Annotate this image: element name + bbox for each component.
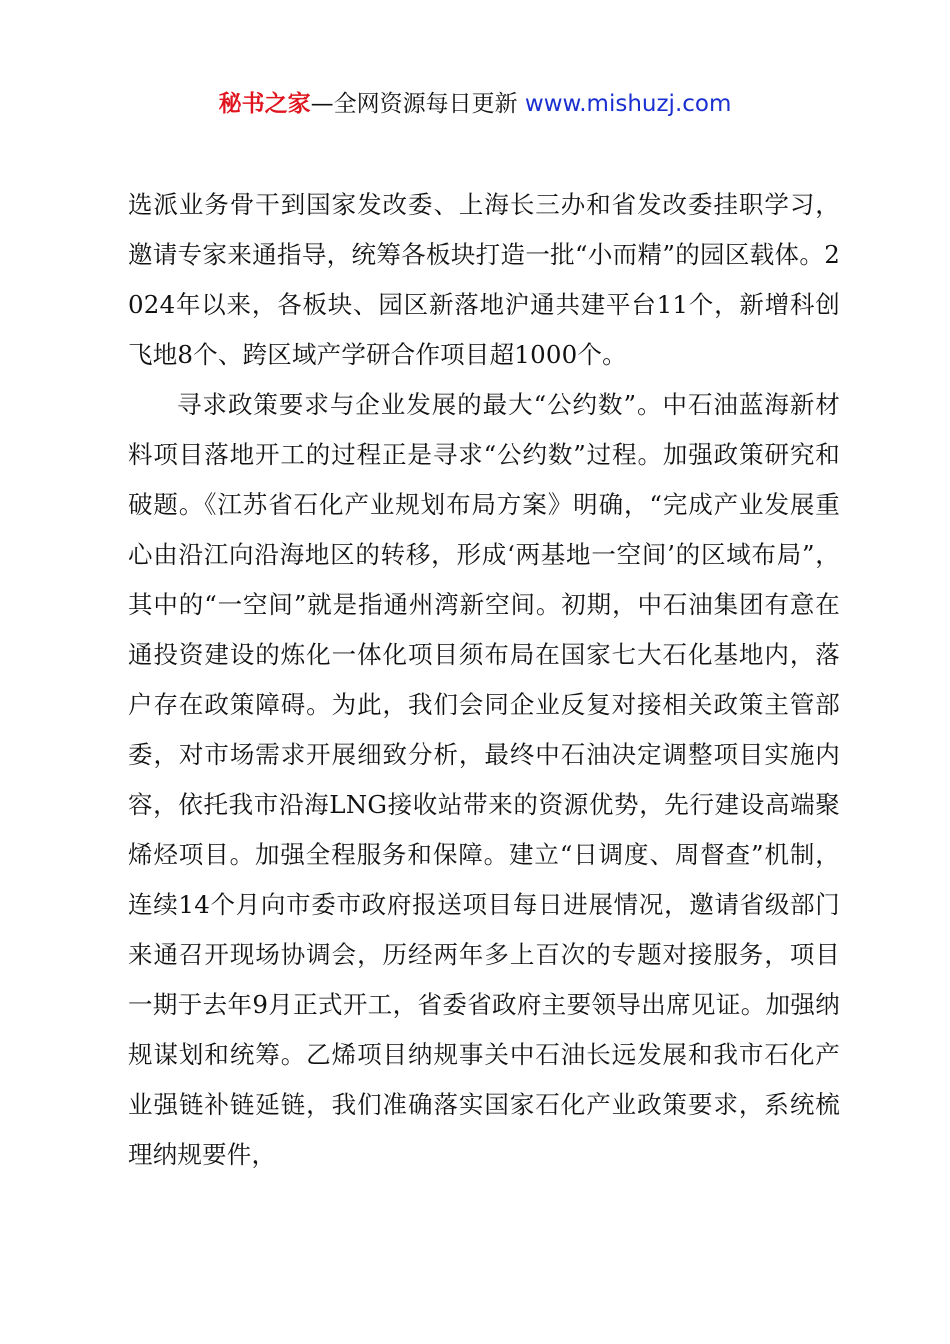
page-header <box>0 88 950 120</box>
website-link[interactable]: www.mishuzj.com <box>524 91 732 117</box>
brand-name: 秘书之家 <box>218 91 311 117</box>
paragraph-policy-common-divisor: 寻求政策要求与企业发展的最大“公约数”。中石油蓝海新材料项目落地开工的过程正是寻求“公约数”过程。加强政策研究和破题。《江苏省石化产业规划布局方案》明确，“完成产业发展重心由沿江向沿海地区的转移，形成‘两基地一空间’的区域布局”，其中的“一空间”就是指通州湾新空间。初期，中石油集团有意在通投资建设的炼化一体化项目须布局在国家七大石化基地内，落户存在政策障碍。为此，我们会同企业反复对接相关政策主管部委，对市场需求开展细致分析，最终中石油决定调整项目实施内容，依托我市沿海LNG接收站带来的资源优势，先行建设高端聚烯烃项目。加强全程服务和保障。建立“日调度、周督查”机制，连续14个月向市委市政府报送项目每日进展情况，邀请省级部门来通召开现场协调会，历经两年多上百次的专题对接服务，项目一期于去年9月正式开工，省委省政府主要领导出席见证。加强纳规谋划和统筹。乙烯项目纳规事关中石油长远发展和我市石化产业强链补链延链，我们准确落实国家石化产业政策要求，系统梳理纳规要件， <box>128 390 840 1169</box>
document-body <box>128 180 840 1180</box>
paragraph-continued: 选派业务骨干到国家发改委、上海长三办和省发改委挂职学习，邀请专家来通指导，统筹各板块打造一批“小而精”的园区载体。2024年以来，各板块、园区新落地沪通共建平台11个，新增科创飞地8个、跨区域产学研合作项目超1000个。 <box>128 190 840 369</box>
header-tagline: —全网资源每日更新 <box>310 91 518 117</box>
